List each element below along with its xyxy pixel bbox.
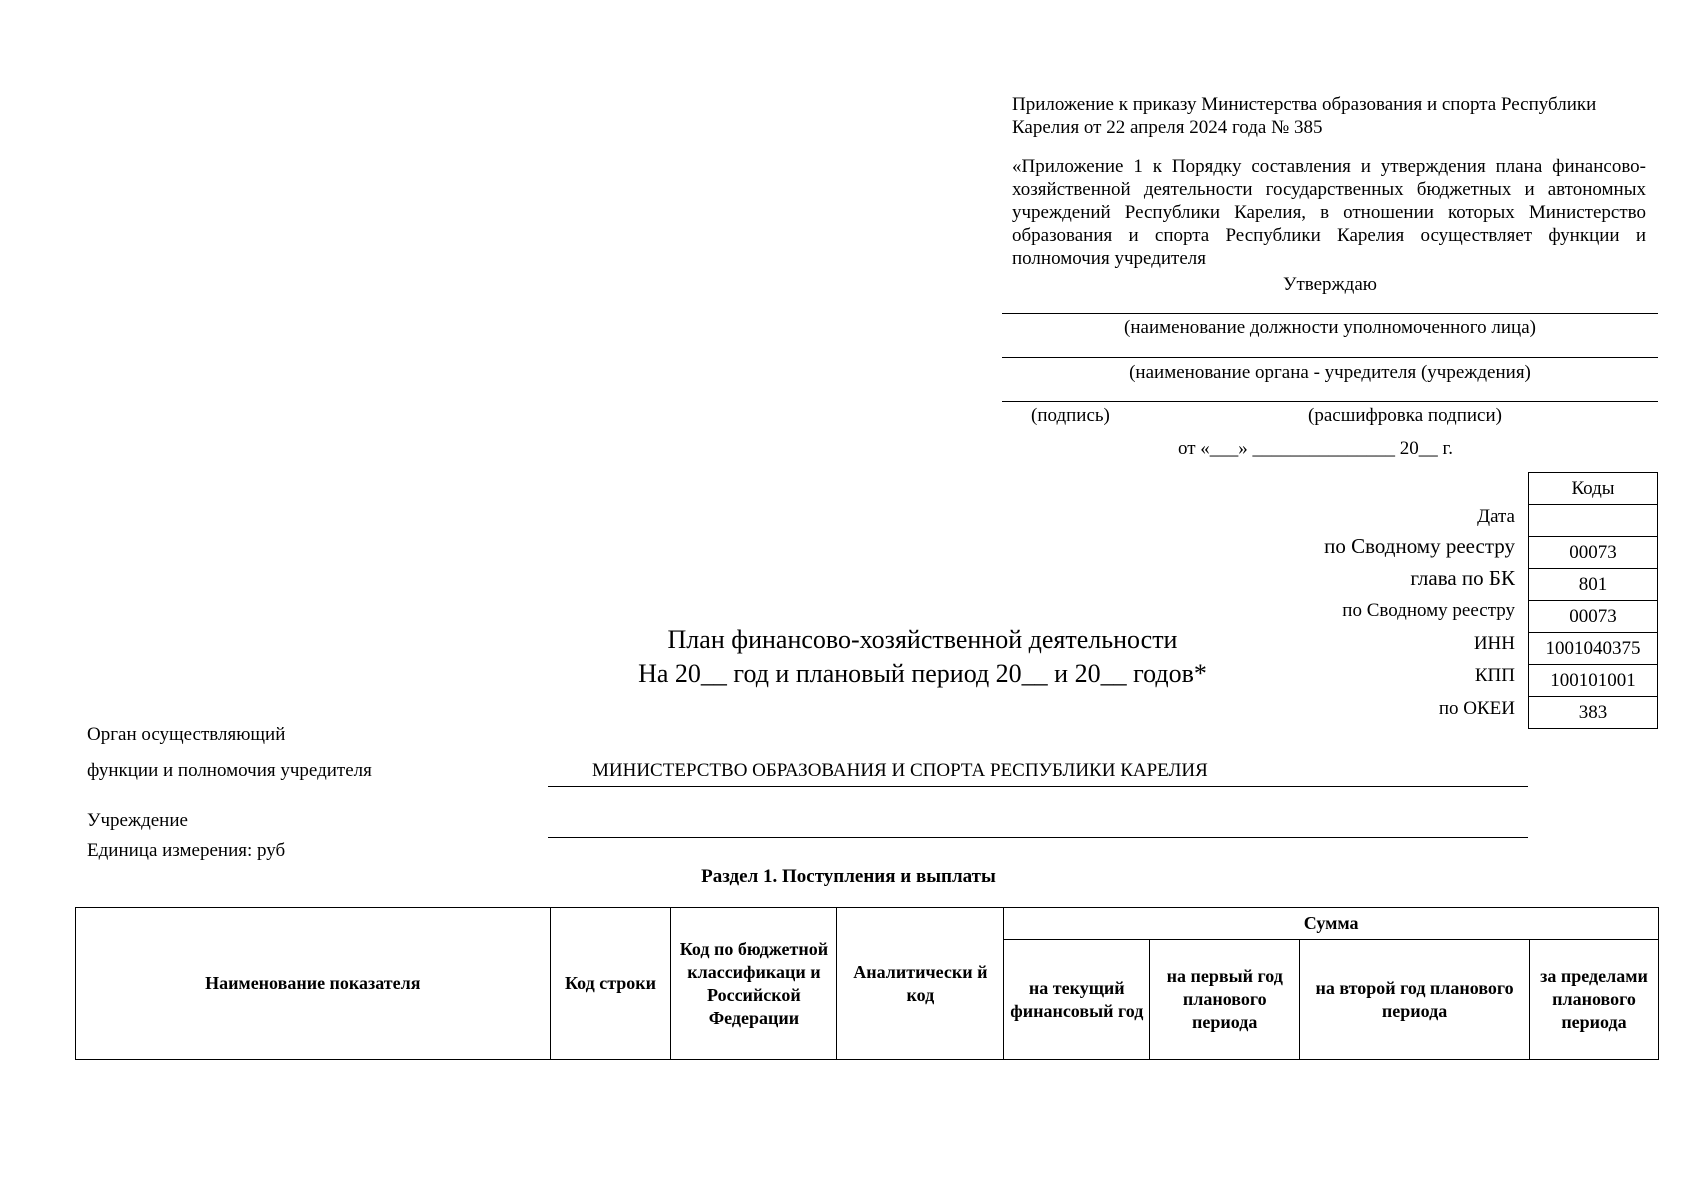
organ-value: МИНИСТЕРСТВО ОБРАЗОВАНИЯ И СПОРТА РЕСПУБЛИКИ КАРЕЛИЯ <box>592 760 1208 781</box>
col-budget-classification: Код по бюджетной классификаци и Российской Федерации <box>671 908 837 1060</box>
signature-decode-caption: (расшифровка подписи) <box>1308 405 1502 426</box>
signature-caption: (подпись) <box>1031 405 1110 426</box>
code-okei-value: 383 <box>1529 697 1658 729</box>
receipts-payments-table <box>75 907 1659 1060</box>
code-okei-label: по ОКЕИ <box>1438 698 1515 719</box>
col-sum-second-plan-year: на второй год планового периода <box>1300 940 1530 1060</box>
col-indicator-name: Наименование показателя <box>76 908 551 1060</box>
organ-caption: (наименование органа - учредителя (учреждения) <box>1129 362 1531 383</box>
code-registry-2-label: по Сводному реестру <box>1342 600 1515 621</box>
col-sum: Сумма <box>1004 908 1659 940</box>
code-date-label: Дата <box>1477 506 1515 527</box>
organ-label-2: функции и полномочия учредителя <box>87 760 372 781</box>
col-line-code: Код строки <box>550 908 671 1060</box>
col-analytic-code: Аналитически й код <box>837 908 1004 1060</box>
document-title <box>560 623 1285 691</box>
approval-date-line: от «___» _______________ 20__ г. <box>1178 438 1453 459</box>
col-sum-current-year: на текущий финансовый год <box>1004 940 1150 1060</box>
position-line <box>1002 313 1658 314</box>
unit-label: Единица измерения: руб <box>87 840 286 861</box>
code-kpp-value: 100101001 <box>1529 665 1658 697</box>
approve-label: Утверждаю <box>1283 274 1377 295</box>
title-line-1: План финансово-хозяйственной деятельности <box>667 625 1178 654</box>
institution-value-line <box>548 837 1528 838</box>
code-inn-value: 1001040375 <box>1529 633 1658 665</box>
code-registry-label: по Сводному реестру <box>1324 534 1515 558</box>
organ-line <box>1002 357 1658 358</box>
organ-value-line <box>548 786 1528 787</box>
annex-procedure-reference: «Приложение 1 к Порядку составления и утверждения плана финансово-хозяйственной деятельности государственных бюджетных и автономных учреждений Республики Карелия, в отношении которых Министерство образования и спорта Республики Карелия осуществляет функции и полномочия учредителя <box>1012 156 1646 269</box>
codes-table <box>1528 472 1658 729</box>
code-inn-label: ИНН <box>1473 633 1515 654</box>
code-date-value <box>1529 505 1658 537</box>
code-registry-2-value: 00073 <box>1529 601 1658 633</box>
code-chapter-bk-label: глава по БК <box>1410 566 1515 590</box>
section-title: Раздел 1. Поступления и выплаты <box>701 866 996 887</box>
institution-label: Учреждение <box>87 810 188 831</box>
code-chapter-bk-value: 801 <box>1529 569 1658 601</box>
title-line-2: На 20__ год и плановый период 20__ и 20__ годов* <box>638 659 1207 688</box>
position-caption: (наименование должности уполномоченного лица) <box>1124 317 1536 338</box>
col-sum-beyond-plan: за пределами планового периода <box>1529 940 1658 1060</box>
signature-line <box>1002 401 1658 402</box>
code-kpp-label: КПП <box>1474 665 1515 686</box>
codes-header: Коды <box>1529 473 1658 505</box>
code-registry-value: 00073 <box>1529 537 1658 569</box>
annex-order-reference: Приложение к приказу Министерства образования и спорта Республики Карелия от 22 апреля 2024 года № 385 <box>1012 94 1597 138</box>
col-sum-first-plan-year: на первый год планового периода <box>1150 940 1300 1060</box>
organ-label-1: Орган осуществляющий <box>87 724 286 745</box>
